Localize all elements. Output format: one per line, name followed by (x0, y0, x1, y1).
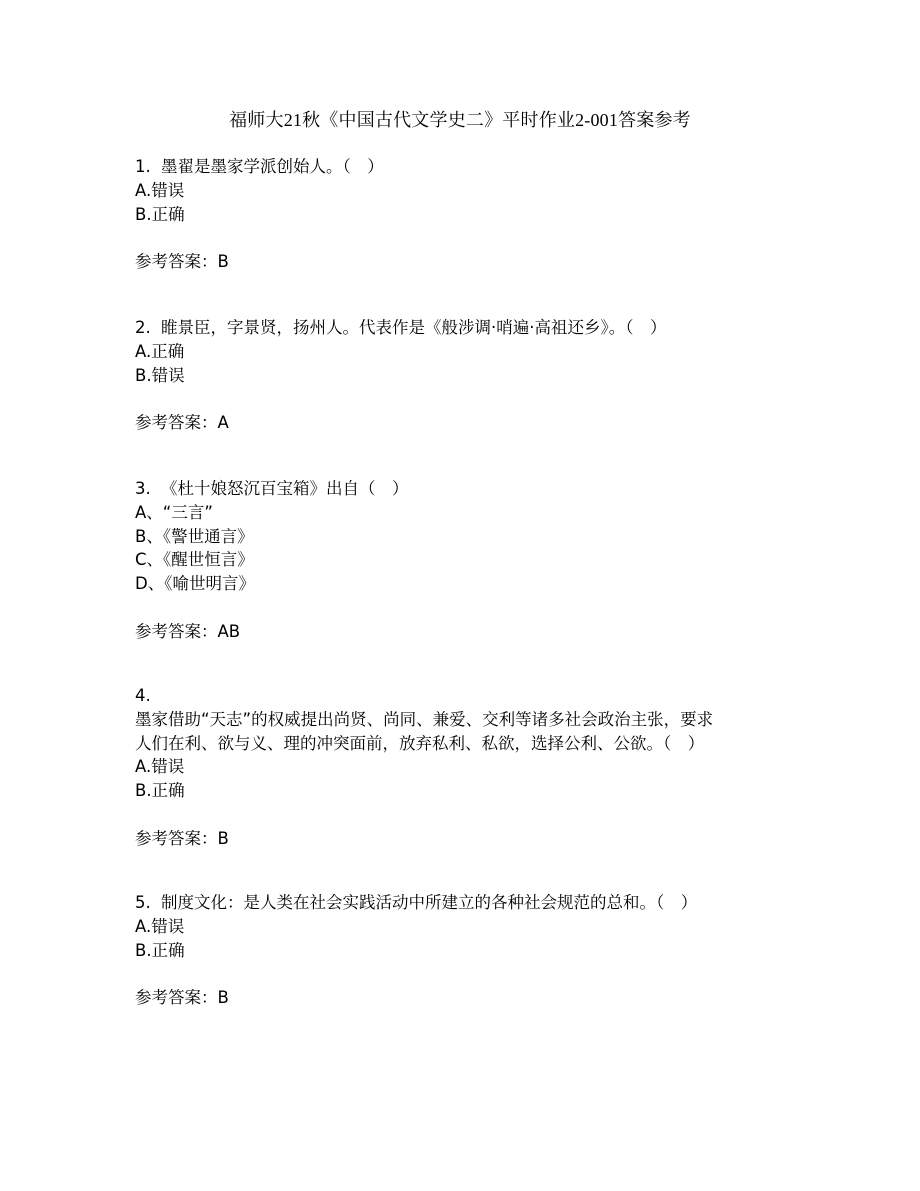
answer-label: 参考答案： (135, 828, 218, 848)
option-c: C、《醒世恒言》 (135, 550, 254, 570)
option-a: A.错误 (135, 180, 185, 200)
option-a: A.错误 (135, 757, 185, 777)
question-text-line-1: 墨家借助“天志”的权威提出尚贤、尚同、兼爱、交利等诸多社会政治主张，要求 (135, 709, 714, 729)
question-text-line-2: 人们在利、欲与义、理的冲突面前，放弃私利、私欲，选择公利、公欲。（ ） (135, 733, 705, 753)
reference-answer (135, 620, 795, 644)
question-number: 1. (135, 157, 151, 176)
option-b: B.错误 (135, 365, 185, 385)
answer-value: B (217, 988, 229, 1008)
option-b: B.正确 (135, 781, 185, 801)
answer-value: B (217, 828, 229, 848)
answer-label: 参考答案： (135, 988, 218, 1008)
option-d: D、《喻世明言》 (135, 574, 255, 594)
answer-value: AB (217, 621, 241, 641)
question-text: 《杜十娘怒沉百宝箱》出自（ ） (161, 479, 409, 498)
question-number: 2. (135, 318, 151, 337)
question-stem (135, 477, 795, 501)
question-3 (135, 477, 795, 644)
question-number: 4. (135, 686, 151, 705)
answer-label: 参考答案： (135, 252, 218, 272)
question-stem (135, 155, 795, 179)
question-text: 睢景臣，字景贤，扬州人。代表作是《般涉调·哨遍·高祖还乡》。（ ） (161, 318, 667, 337)
question-2 (135, 316, 795, 435)
reference-answer (135, 827, 795, 851)
answer-label: 参考答案： (135, 621, 218, 641)
question-1 (135, 155, 795, 274)
option-b: B.正确 (135, 204, 185, 224)
question-number: 3. (135, 479, 151, 498)
option-b: B.正确 (135, 940, 185, 960)
question-5 (135, 891, 795, 1010)
question-4 (135, 684, 795, 851)
question-stem (135, 891, 795, 915)
reference-answer (135, 250, 795, 274)
question-text: 墨翟是墨家学派创始人。（ ） (161, 157, 384, 176)
answer-label: 参考答案： (135, 413, 218, 433)
option-a: A.正确 (135, 341, 185, 361)
reference-answer (135, 986, 795, 1010)
option-b: B、《警世通言》 (135, 526, 254, 546)
answer-value: A (217, 413, 229, 433)
document-title: 福师大21秋《中国古代文学史二》平时作业2-001答案参考 (229, 110, 691, 130)
option-a: A.错误 (135, 916, 185, 936)
question-stem (135, 316, 795, 340)
answer-value: B (217, 252, 229, 272)
option-a: A、“三言” (135, 502, 213, 522)
question-number: 5. (135, 893, 151, 912)
reference-answer (135, 411, 795, 435)
question-text: 制度文化：是人类在社会实践活动中所建立的各种社会规范的总和。（ ） (161, 893, 698, 912)
